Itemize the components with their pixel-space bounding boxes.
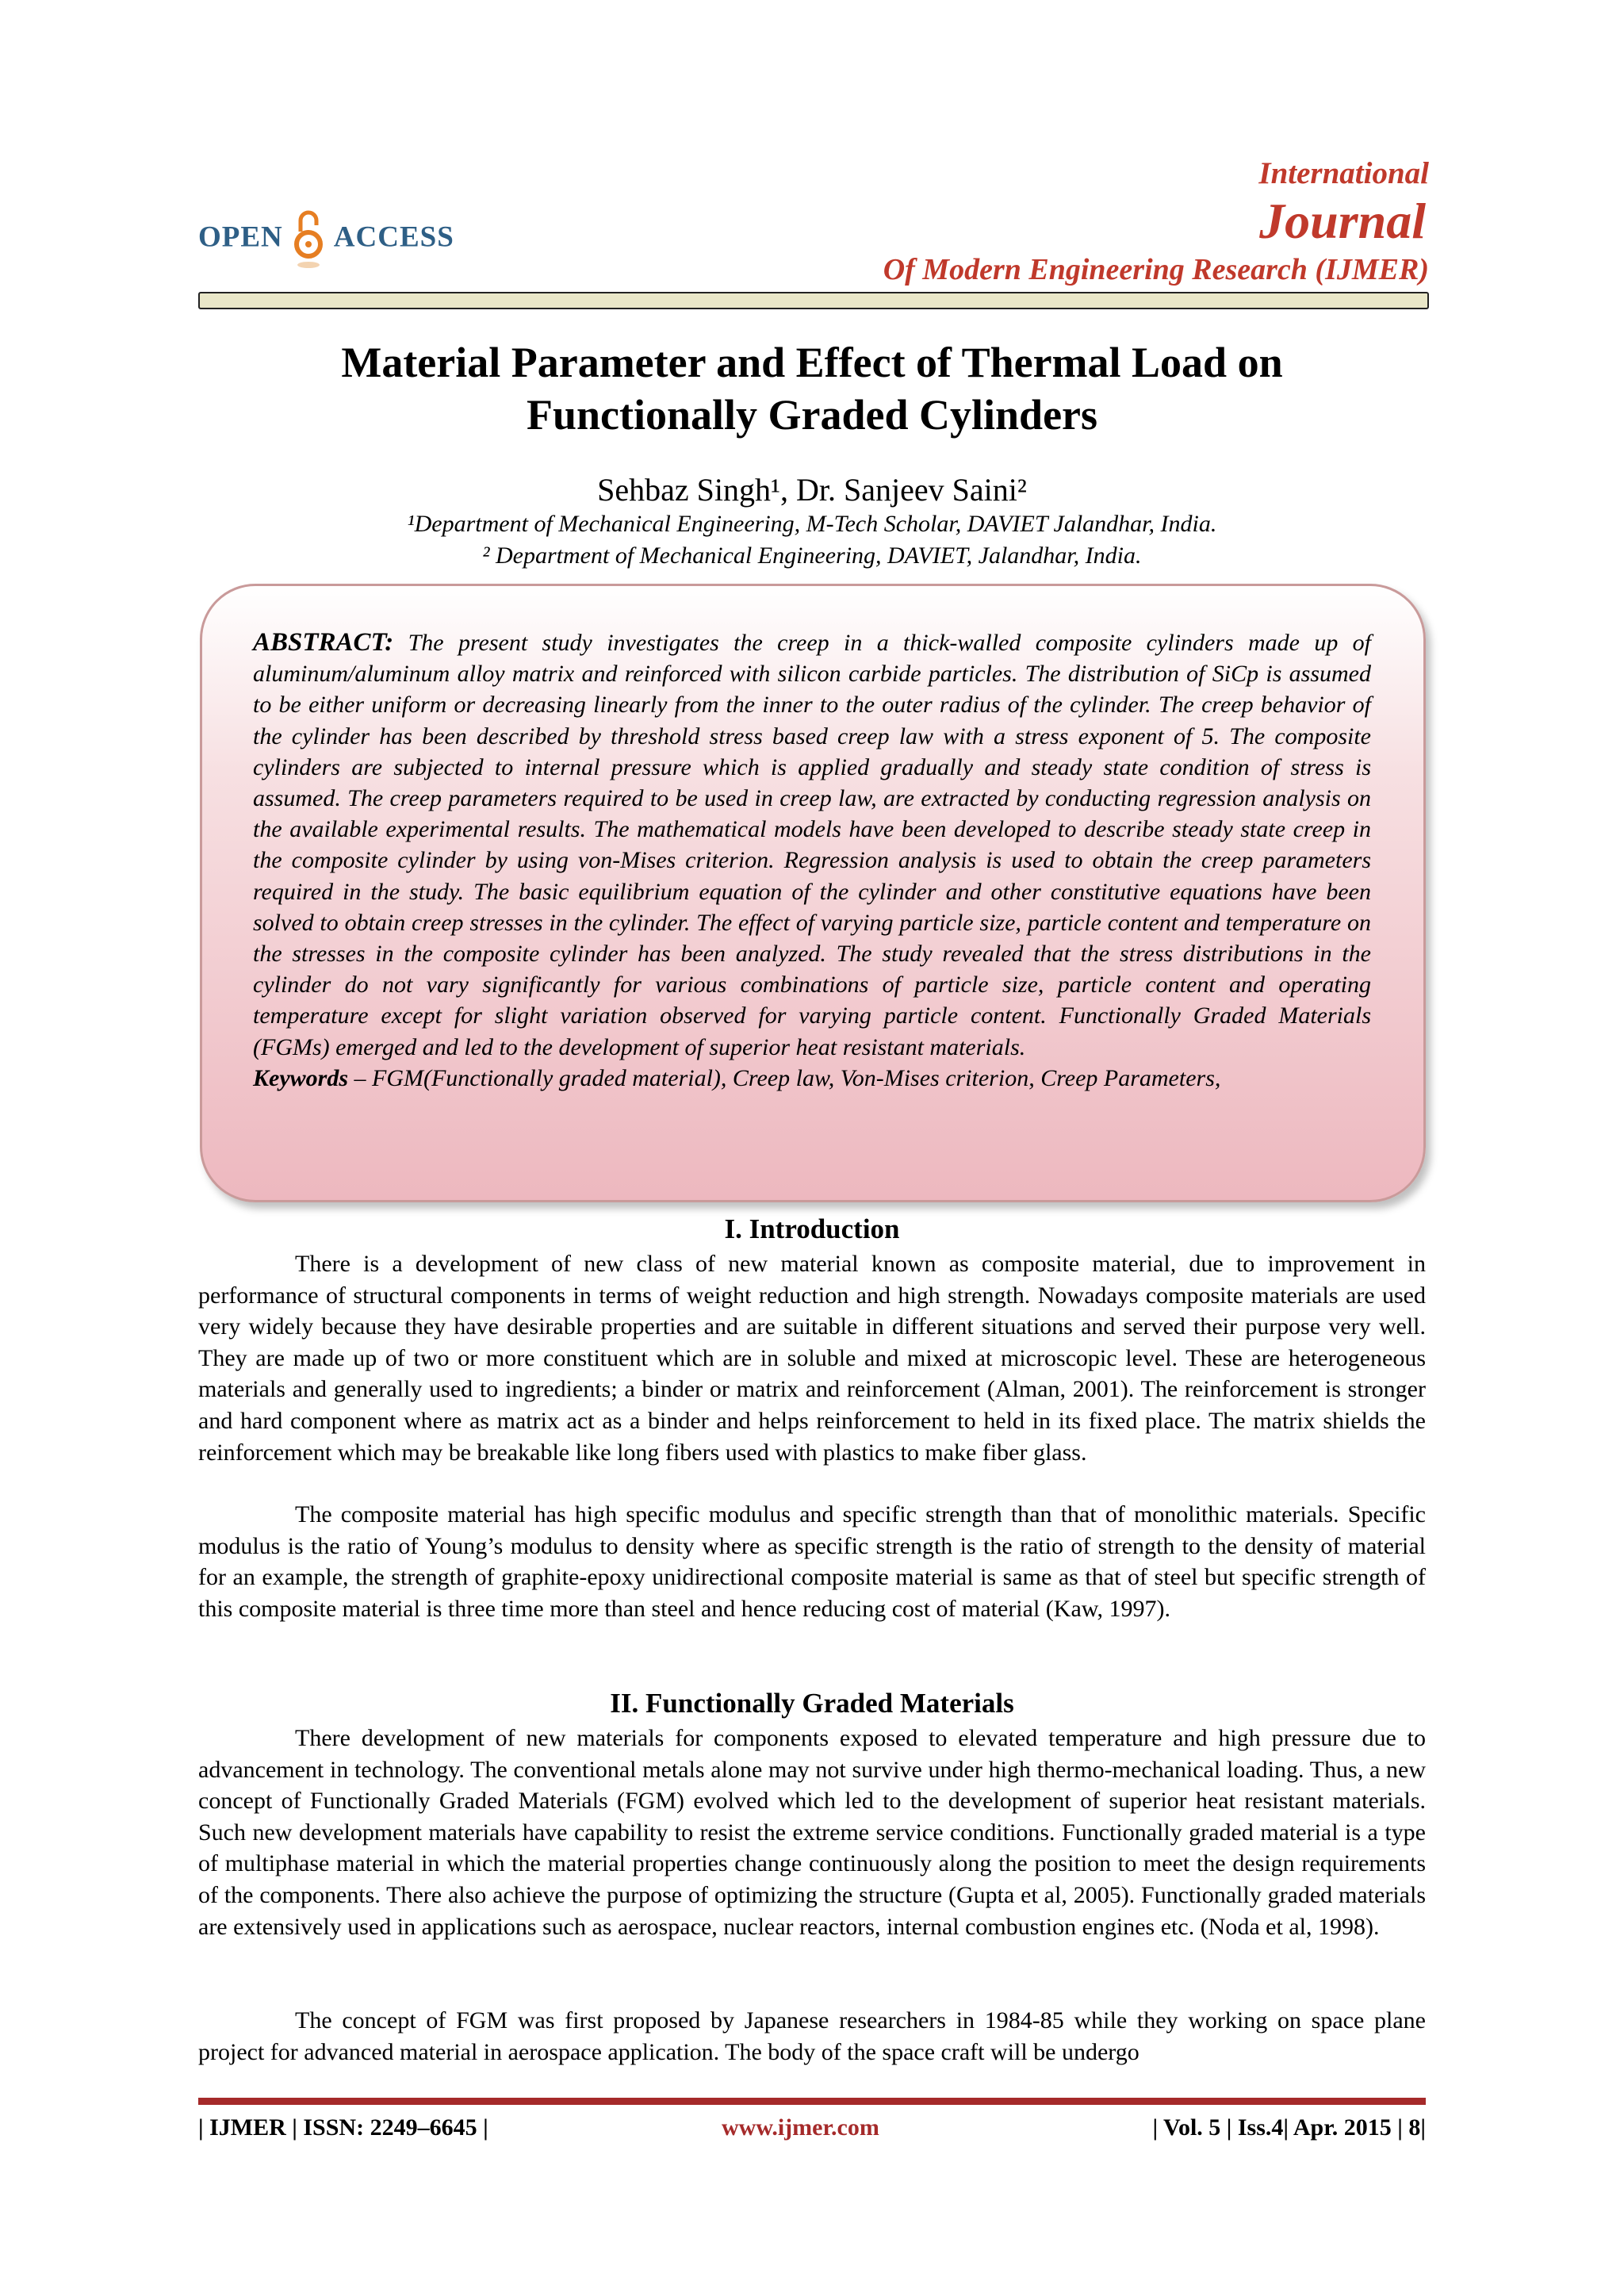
keywords-text: – FGM(Functionally graded material), Creep law, Von-Mises criterion, Creep Parameters, xyxy=(354,1064,1221,1091)
open-access-logo: OPEN ACCESS xyxy=(198,208,454,271)
paper-title xyxy=(198,336,1426,441)
paper-title-line1: Material Parameter and Effect of Thermal Load on xyxy=(341,339,1283,386)
paper-title-line2: Functionally Graded Cylinders xyxy=(526,391,1098,439)
body-paragraph: The composite material has high specific modulus and specific strength than that of monolithic materials. Specific modulus is the ratio of Young’s modulus to density where as specific strength is the ratio of strength to the density of material for an example, the strength of graphite-epoxy unidirectional composite material is same as that of steel but specific strength of this composite material is three time more than steel and hence reducing cost of material (Kaw, 1997). xyxy=(198,1501,1426,1622)
abstract-box xyxy=(200,584,1426,1202)
abstract-body: The present study investigates the creep in a thick-walled composite cylinders made up of aluminum/aluminum alloy matrix and reinforced with silicon carbide particles. The distribution of SiCp is assumed to be either uniform or decreasing linearly from the inner to the outer radius of the cylinder. The creep behavior of the cylinder has been described by threshold stress based creep law with a stress exponent of 5. The composite cylinders are subjected to internal pressure which is applied gradually and steady state condition of stress is assumed. The creep parameters required to be used in creep law, are extracted by conducting regression analysis on the available experimental results. The mathematical models have been developed to describe steady state creep in the composite cylinder by using von-Mises criterion. Regression analysis is used to obtain the creep parameters required in the study. The basic equilibrium equation of the cylinder and other constitutive equations have been solved to obtain creep stresses in the cylinder. The effect of varying particle size, particle content and temperature on the stresses in the composite cylinder has been analyzed. The study revealed that the stress distributions in the cylinder do not vary significantly for various combinations of particle size, particle content and operating temperature except for slight variation observed for varying particle content. Functionally Graded Materials (FGMs) emerged and led to the development of superior heat resistant materials. xyxy=(253,630,1372,1060)
journal-name: Journal xyxy=(1259,193,1426,249)
body-paragraph: There development of new materials for components exposed to elevated temperature and high pressure due to advancement in technology. The conventional metals alone may not survive under high thermo-mechanical loading. Thus, a new concept of Functionally Graded Materials (FGM) evolved which led to the development of superior heat resistant materials. Such new development materials have capability to resist the extreme service conditions. Functionally graded material is a type of multiphase material in which the material properties change continuously along the position to meet the design requirements of the components. There also achieve the purpose of optimizing the structure (Gupta et al, 2005). Functionally graded materials are extensively used in applications such as aerospace, nuclear reactors, internal combustion engines etc. (Noda et al, 1998). xyxy=(198,1725,1426,1940)
abstract-text xyxy=(253,627,1371,1063)
journal-international: International xyxy=(1258,156,1429,190)
journal-subtitle: Of Modern Engineering Research (IJMER) xyxy=(883,253,1429,286)
keywords xyxy=(253,1063,1371,1094)
body-paragraph: There is a development of new class of new material known as composite material, due to improvement in performance of structural components in terms of weight reduction and high strength. Nowadays composite materials are used very widely because they have desirable properties and are suitable in different situations and served their purpose very well. They are made up of two or more constituent which are in soluble and mixed at microscopic level. These are heterogeneous materials and generally used to ingredients; a binder or matrix and reinforcement (Alman, 2001). The reinforcement is stronger and hard component where as matrix act as a binder and helps reinforcement to held in its fixed place. The matrix shields the reinforcement which may be breakable like long fibers used with plastics to make fiber glass. xyxy=(198,1251,1426,1466)
open-lock-icon xyxy=(291,208,326,271)
abstract-label: ABSTRACT: xyxy=(253,628,394,657)
footer-issn: | IJMER | ISSN: 2249–6645 | xyxy=(198,2114,488,2141)
keywords-label: Keywords xyxy=(253,1064,348,1091)
footer-website-link[interactable]: www.ijmer.com xyxy=(722,2114,879,2141)
paper-authors: Sehbaz Singh¹, Dr. Sanjeev Saini² xyxy=(597,472,1027,508)
body-paragraph: The concept of FGM was first proposed by Japanese researchers in 1984-85 while they working on space plane project for advanced material in aerospace application. The body of the space craft will be undergo xyxy=(198,2007,1426,2065)
footer-volume-page: | Vol. 5 | Iss.4| Apr. 2015 | 8| xyxy=(1152,2114,1426,2141)
section-heading-fgm: II. Functionally Graded Materials xyxy=(610,1688,1014,1719)
affiliation-2: ² Department of Mechanical Engineering, DAVIET, Jalandhar, India. xyxy=(482,542,1142,569)
footer-rule xyxy=(198,2098,1426,2105)
header-divider xyxy=(198,292,1429,309)
affiliation-1: ¹Department of Mechanical Engineering, M-Tech Scholar, DAVIET Jalandhar, India. xyxy=(407,511,1217,537)
section-heading-introduction: I. Introduction xyxy=(724,1213,900,1244)
